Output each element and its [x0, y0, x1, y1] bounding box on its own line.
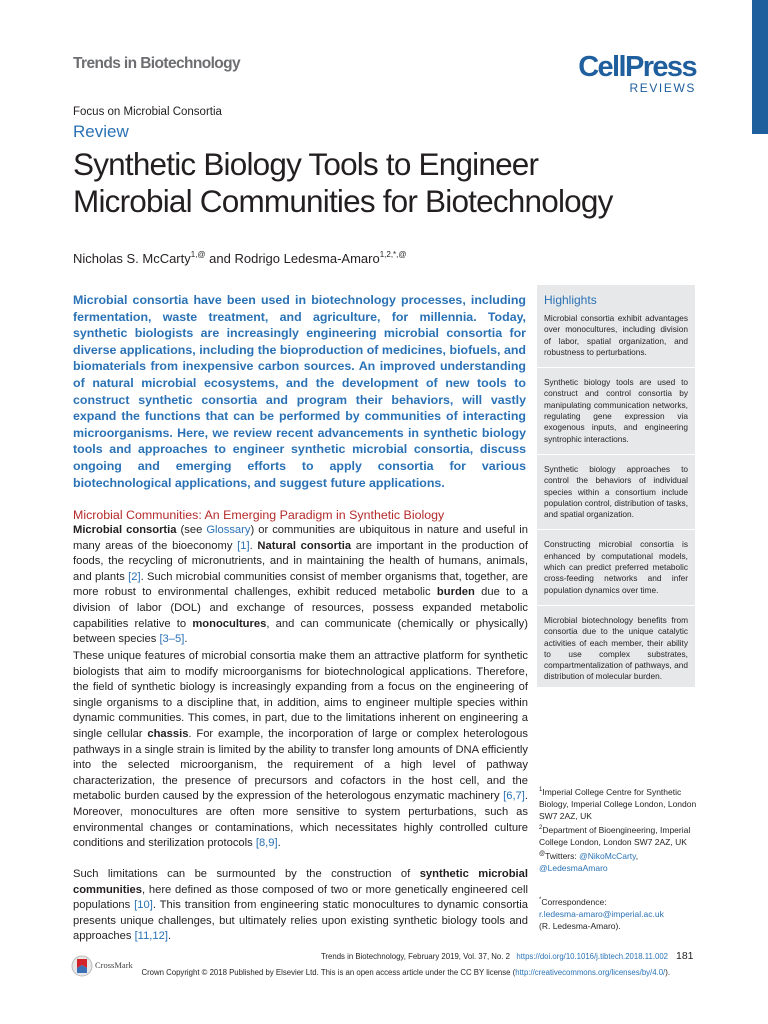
glossary-term: monocultures [192, 617, 267, 630]
reference-link[interactable]: [2] [128, 570, 141, 583]
copyright-text: Crown Copyright © 2018 Published by Elsevier Ltd. This is an open access article under the CC BY license ( [141, 968, 516, 977]
glossary-term: Natural consortia [257, 539, 352, 552]
article-title [73, 146, 713, 220]
crossmark-label: CrossMark [95, 960, 133, 970]
body-text: . For example, the incorporation of large or complex heterologous pathways in a single strain is limited by the ability to transfer long amounts of DNA efficiently into the selected microorganism, the requirement of a high level of pathway characterization, the presence of precursors and cofactors in the host cell, and the metabolic burden caused by the expression of the heterologous enzymatic machinery [73, 727, 528, 803]
highlight-item: Synthetic biology approaches to control the behaviors of individual species within a consortium include population control, distribution of tasks, and spatial organization. [544, 463, 688, 520]
abstract: Microbial consortia have been used in biotechnology processes, including fermentation, waste treatment, and agriculture, for millennia. Today, synthetic biologists are increasingly engineering microbial consortia for diverse applications, including the bioproduction of medicines, biofuels, and biomaterials from inexpensive carbon sources. An improved understanding of natural microbial ecosystems, and the development of new tools to construct synthetic consortia and program their behaviors, will vastly expand the functions that can be performed by communities of interacting microorganisms. Here, we review recent advancements in synthetic biology tools and approaches to engineer synthetic microbial consortia, discuss ongoing and emerging efforts to apply consortia for various biotechnological applications, and suggest future applications. [73, 293, 526, 490]
highlight-divider [537, 367, 695, 368]
body-text: . [167, 930, 172, 943]
body-text: . [277, 837, 281, 850]
highlights-box [537, 285, 695, 687]
body-text: (see [176, 524, 207, 536]
article-type: Review [73, 122, 129, 141]
author-affiliation-marker: 1,@ [190, 250, 206, 259]
highlights-title: Highlights [544, 293, 597, 307]
correspondence [539, 894, 699, 932]
body-text: , here defined as those composed of two or more genetically engineered cell populations [73, 883, 528, 912]
highlight-divider [537, 454, 695, 455]
reference-link[interactable]: [11,12] [134, 930, 168, 943]
author-separator: and [205, 251, 235, 266]
affiliation-text: Department of Bioengineering, Imperial College London, London SW7 2AZ, UK [539, 825, 691, 847]
glossary-link[interactable]: Glossary [206, 524, 251, 536]
correspondence-name: (R. Ledesma-Amaro). [539, 921, 621, 931]
glossary-term: Microbial consortia [73, 524, 177, 536]
citation-text: Trends in Biotechnology, February 2019, Vol. 37, No. 2 [320, 952, 510, 961]
author-name: Nicholas S. McCarty [73, 251, 191, 266]
body-paragraph [73, 867, 528, 945]
body-text: are important in the production of foods, the recycling of micronutrients, and in maintaining the health of humans, animals, and plants [73, 539, 528, 583]
twitter-marker: @ [539, 851, 546, 857]
correspondence-marker: * [539, 897, 542, 903]
section-heading: Microbial Communities: An Emerging Paradigm in Synthetic Biology [73, 508, 445, 522]
author-affiliation-marker: 1,2,*,@ [379, 250, 407, 259]
reference-link[interactable]: [3–5] [159, 633, 185, 646]
highlight-item: Microbial biotechnology benefits from consortia due to the unique catalytic activities of each member, their ability to use complex substrates, compartmentalization of pathways, and distribution of molecular burden. [544, 614, 688, 682]
journal-name: Trends in Biotechnology [73, 55, 241, 72]
body-text: These unique features of microbial consortia make them an attractive platform for synthetic biologists that aim to modify microorganisms for biotechnological applications. Therefore, the field of synthetic biology is increasingly expanding from a focus on the engineering of single organisms to a discipline that, in addition, aims to engineer multiple species within dynamic communities. This comes, in part, due to the limitations inherent on engineering a single cellular [73, 650, 528, 740]
author-name: Rodrigo Ledesma-Amaro [234, 251, 380, 266]
page-number: 181 [676, 950, 694, 962]
twitter-handles [539, 848, 699, 874]
body-paragraph [73, 649, 528, 852]
affiliation-1 [539, 784, 699, 822]
highlight-divider [537, 605, 695, 606]
glossary-term: synthetic microbial communities [73, 868, 528, 896]
affiliations [539, 784, 699, 874]
body-text: . [184, 633, 188, 646]
reference-link[interactable]: [10] [134, 899, 153, 912]
twitter-label: Twitters: [545, 851, 580, 861]
copyright-text: ). [665, 968, 670, 977]
publisher-logo-sub: REVIEWS [629, 81, 696, 95]
doi-link[interactable]: https://doi.org/10.1016/j.tibtech.2018.11.002 [516, 952, 668, 961]
publisher-logo [574, 52, 696, 95]
footer-citation [200, 952, 668, 961]
glossary-term: chassis [147, 727, 189, 740]
twitter-link[interactable]: @LedesmaAmaro [539, 863, 608, 873]
title-line-2: Microbial Communities for Biotechnology [73, 183, 613, 219]
body-text: , and can communicate (chemically or physically) between species [73, 617, 528, 646]
title-line-1: Synthetic Biology Tools to Engineer [73, 146, 539, 182]
side-tab-accent [752, 0, 768, 134]
reference-link[interactable]: [8,9] [255, 837, 278, 850]
reference-link[interactable]: [6,7] [503, 790, 525, 803]
body-text: . Moreover, monocultures are often more sensitive to system perturbations, such as environmental changes or contaminations, which necessitates highly controlled culture conditions and sterilization protocols [73, 790, 528, 850]
highlight-item: Synthetic biology tools are used to construct and control consortia by manipulating communication networks, regulating gene expression via exogenous inputs, and engineering syntrophic interactions. [544, 377, 688, 444]
twitter-link[interactable]: @NikoMcCarty [579, 851, 636, 861]
affiliation-2 [539, 822, 699, 848]
body-text: ) or communities are ubiquitous in nature and useful in many areas of the bioeconomy [73, 524, 529, 552]
highlight-item: Constructing microbial consortia is enhanced by computational models, which can predict preferred metabolic cross-feeding networks and infer population dynamics over time. [544, 539, 688, 595]
body-text: . This transition from engineering static monocultures to dynamic consortia presents unique challenges, but ultimately relies upon existing synthetic biology tools and approaches [73, 899, 528, 943]
twitter-separator: , [635, 851, 639, 861]
body-text: due to a division of labor (DOL) and exchange of resources, possess expanded metabolic capabilities relative to [73, 586, 528, 630]
crossmark-icon [71, 955, 93, 977]
publisher-logo-main: CellPress [578, 51, 696, 83]
affiliation-marker: 2 [539, 825, 543, 831]
highlight-item: Microbial consortia exhibit advantages over monocultures, including division of labor, spatial organization, and robustness to perturbations. [544, 313, 688, 357]
body-paragraph [73, 523, 528, 648]
affiliation-marker: 1 [539, 787, 543, 793]
glossary-term: burden [436, 586, 475, 599]
body-text: . [249, 539, 258, 552]
body-text: . Such microbial communities consist of member organisms that, together, are more robust to environmental challenges, exhibit reduced metabolic [73, 570, 528, 599]
license-link[interactable]: http://creativecommons.org/licenses/by/4.0/ [515, 968, 666, 977]
body-text: Such limitations can be surmounted by the construction of [73, 868, 420, 880]
author-list [73, 250, 407, 266]
affiliation-text: Imperial College Centre for Synthetic Biology, Imperial College London, London SW7 2AZ, UK [539, 787, 697, 821]
highlight-divider [537, 529, 695, 530]
footer-copyright [110, 968, 670, 977]
correspondence-email-link[interactable]: r.ledesma-amaro@imperial.ac.uk [539, 909, 664, 919]
correspondence-label: Correspondence: [541, 897, 607, 907]
focus-label: Focus on Microbial Consortia [73, 106, 222, 118]
correspondence-label-line [539, 894, 699, 908]
reference-link[interactable]: [1] [237, 539, 250, 552]
